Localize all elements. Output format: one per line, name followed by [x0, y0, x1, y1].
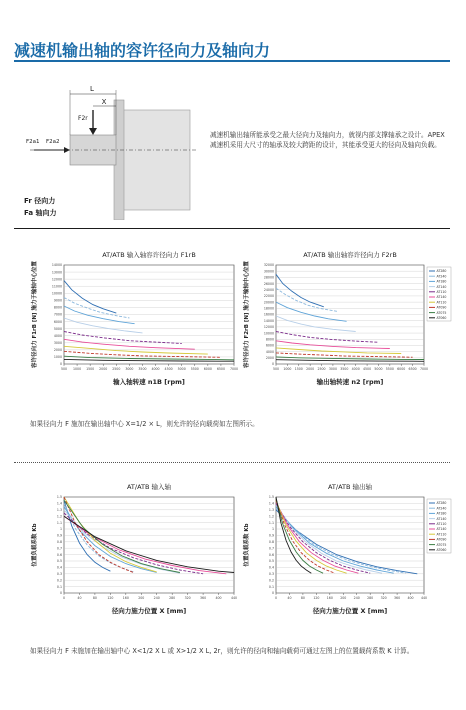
x-tick-label: 40: [77, 596, 82, 600]
label-F2a2: F2a2: [46, 139, 60, 145]
y-tick-label: 0.8: [268, 540, 274, 544]
legend-entry: AT140: [436, 284, 447, 289]
x-tick-label: 2500: [317, 367, 326, 371]
x-tick-label: 200: [138, 596, 145, 600]
y-tick-label: 28000: [263, 275, 274, 280]
x-tick-label: 1500: [294, 367, 303, 371]
y-tick-label: 32000: [263, 263, 274, 268]
x-tick-label: 360: [394, 596, 401, 600]
x-tick-label: 280: [169, 596, 176, 600]
y-tick-label: 1000: [53, 355, 62, 360]
chart-title: AT/ATB 输入轴容许径向力 F1rB: [102, 251, 196, 259]
x-tick-label: 6000: [397, 367, 406, 371]
y-tick-label: 0: [271, 591, 274, 596]
title-rule: [14, 60, 450, 62]
x-tick-label: 280: [367, 596, 374, 600]
y-tick-label: 1.1: [268, 520, 274, 525]
x-axis-label: 输入轴转速 n1B [rpm]: [113, 378, 185, 386]
x-tick-label: 2000: [306, 367, 315, 371]
legend-entry: AT060: [436, 548, 447, 552]
x-axis-label: 径向力施力位置 X [mm]: [312, 607, 388, 615]
x-tick-label: 1000: [283, 367, 292, 371]
x-tick-label: 120: [107, 596, 114, 600]
y-tick-label: 1: [59, 527, 62, 532]
y-tick-label: 1.4: [56, 501, 62, 506]
y-tick-label: 4000: [265, 349, 274, 354]
x-tick-label: 0: [274, 596, 278, 600]
x-tick-label: 320: [184, 596, 191, 600]
legend-entry: AT110: [436, 532, 447, 537]
y-tick-label: 12000: [51, 277, 62, 282]
x-tick-label: 7000: [229, 367, 239, 371]
y-tick-label: 14000: [263, 318, 274, 323]
x-tick-label: 240: [153, 596, 160, 600]
x-tick-label: 3500: [340, 367, 349, 371]
y-axis-label: 容许径向力 F1rB [N] 施力于输轴中心位置: [32, 261, 38, 368]
arrowhead-F2a: [64, 147, 70, 153]
x-tick-label: 80: [300, 596, 305, 600]
legend-axial-force: Fa 轴向力: [24, 209, 57, 217]
y-tick-label: 0.6: [268, 552, 274, 557]
x-tick-label: 40: [287, 596, 292, 600]
y-tick-label: 0.5: [268, 559, 274, 564]
legend-entry: AT075: [436, 310, 447, 315]
x-tick-label: 1000: [73, 367, 82, 371]
plot-area: [276, 497, 424, 593]
legend-entry: AT110: [436, 300, 447, 305]
x-tick-label: 360: [200, 596, 207, 600]
chart-input-load-factor: [28, 477, 242, 619]
legend-entry: AT060: [436, 316, 447, 320]
arrowhead-F2r: [89, 128, 97, 135]
y-tick-label: 0: [59, 362, 62, 367]
y-tick-label: 3000: [53, 340, 62, 345]
chart-title: AT/ATB 输出轴: [327, 483, 373, 491]
y-tick-label: 0.3: [268, 572, 274, 576]
y-tick-label: 24000: [263, 287, 274, 292]
x-tick-label: 6500: [216, 367, 225, 371]
y-tick-label: 0.8: [56, 540, 62, 544]
y-tick-label: 0.7: [56, 546, 62, 551]
x-tick-label: 400: [407, 596, 414, 600]
legend-entry: AT090: [436, 537, 447, 542]
x-tick-label: 200: [340, 596, 347, 600]
y-axis-label: 位置负载系数 Kb: [32, 523, 38, 567]
y-tick-label: 0.1: [56, 584, 62, 589]
y-tick-label: 1.2: [56, 514, 62, 519]
x-tick-label: 1500: [86, 367, 95, 371]
x-tick-label: 2500: [112, 367, 121, 371]
x-tick-label: 6000: [203, 367, 212, 371]
y-tick-label: 0.7: [268, 546, 274, 551]
y-tick-label: 0.3: [56, 572, 62, 576]
gearbox-body: [120, 110, 190, 210]
y-tick-label: 1.4: [268, 501, 274, 506]
x-tick-label: 2000: [99, 367, 108, 371]
x-tick-label: 5500: [190, 367, 199, 371]
y-tick-label: 7000: [53, 312, 62, 317]
y-tick-label: 0.4: [56, 565, 62, 570]
x-tick-label: 440: [420, 596, 428, 600]
y-tick-label: 22000: [263, 294, 274, 299]
y-tick-label: 0.2: [56, 578, 62, 583]
y-tick-label: 6000: [265, 343, 274, 348]
x-tick-label: 5500: [385, 367, 394, 371]
x-tick-label: 3000: [328, 367, 337, 371]
legend-entry: AT140: [436, 516, 447, 521]
chart-output-radial-force: [240, 245, 454, 390]
y-tick-label: 0.2: [268, 578, 274, 583]
y-tick-label: 0.1: [268, 584, 274, 589]
legend-entry: AT180: [436, 279, 447, 284]
legend-entry: AT090: [436, 305, 447, 310]
x-tick-label: 500: [60, 367, 68, 371]
legend-entry: AT140: [436, 527, 447, 532]
x-axis-label: 输出轴转速 n2 [rpm]: [316, 378, 384, 386]
y-tick-label: 9000: [53, 298, 62, 303]
x-tick-label: 5000: [374, 367, 383, 371]
x-tick-label: 500: [272, 367, 280, 371]
chart-title: AT/ATB 输入轴: [126, 483, 172, 491]
x-tick-label: 4000: [351, 367, 360, 371]
x-tick-label: 160: [326, 596, 333, 600]
x-tick-label: 5000: [177, 367, 186, 371]
y-tick-label: 1.5: [56, 495, 62, 500]
y-tick-label: 1.1: [56, 520, 62, 525]
legend-entry: AT140: [436, 295, 447, 300]
y-tick-label: 6000: [53, 319, 62, 324]
x-tick-label: 3500: [138, 367, 147, 371]
page-title: 减速机输出轴的容许径向力及轴向力: [14, 41, 271, 60]
legend-entry: AT280: [436, 501, 447, 506]
section-divider-2: [14, 462, 450, 463]
y-tick-label: 0.9: [268, 533, 274, 538]
x-tick-label: 80: [92, 596, 97, 600]
y-tick-label: 13000: [51, 270, 62, 275]
y-tick-label: 0: [271, 362, 274, 367]
y-tick-label: 0: [59, 591, 62, 596]
x-tick-label: 7000: [419, 367, 429, 371]
y-tick-label: 12000: [263, 325, 274, 330]
legend-entry: AT110: [436, 290, 447, 294]
y-tick-label: 1.3: [268, 508, 274, 512]
y-tick-label: 1.3: [56, 508, 62, 512]
x-tick-label: 400: [215, 596, 222, 600]
y-tick-label: 1: [271, 527, 274, 532]
x-axis-label: 径向力施力位置 X [mm]: [111, 607, 187, 615]
legend-entry: AT180: [436, 511, 447, 516]
x-tick-label: 6500: [408, 367, 417, 371]
y-tick-label: 2000: [265, 356, 274, 361]
y-tick-label: 14000: [51, 263, 62, 268]
chart-output-load-factor: [240, 477, 454, 619]
label-F2r: F2r: [78, 115, 88, 122]
y-tick-label: 8000: [53, 305, 62, 310]
y-axis-label: 位置负载系数 Kb: [244, 523, 250, 567]
note-center-load: 如果径向力 F 施加在输出轴中心 X=1/2 × L，则允许的径向载荷如左图所示。: [30, 420, 259, 428]
y-axis-label: 容许径向力 F2rB [N] 施力于输轴中心位置: [244, 261, 250, 368]
legend-entry: AT280: [436, 269, 447, 274]
chart-title: AT/ATB 输出轴容许径向力 F2rB: [303, 251, 397, 259]
y-tick-label: 20000: [263, 300, 274, 305]
y-tick-label: 26000: [263, 281, 274, 286]
description-text: 减速机输出轴所能承受之最大径向力及轴向力，就视内部支撑轴承之设计。APEX 减速机采用大尺寸的轴承及较大跨距的设计，其能承受更大的径向及轴向负载。: [210, 131, 445, 149]
x-tick-label: 4500: [363, 367, 372, 371]
x-tick-label: 440: [230, 596, 238, 600]
y-tick-label: 5000: [53, 326, 62, 331]
x-tick-label: 4500: [164, 367, 173, 371]
y-tick-label: 10000: [263, 331, 274, 336]
legend-entry: AT110: [436, 522, 447, 526]
y-tick-label: 8000: [265, 337, 274, 342]
x-tick-label: 120: [313, 596, 320, 600]
note-offset-load: 如果径向力 F 未施加在输出轴中心 X<1/2 X L 或 X>1/2 X L, 2r，则允许的径向和轴向载荷可通过左图上的位置载荷系数 K 计算。: [30, 647, 414, 655]
y-tick-label: 4000: [53, 333, 62, 338]
y-tick-label: 16000: [263, 312, 274, 317]
y-tick-label: 2000: [53, 348, 62, 353]
legend-entry: AT240: [436, 506, 447, 511]
y-tick-label: 18000: [263, 306, 274, 311]
y-tick-label: 1.2: [268, 514, 274, 519]
legend-entry: AT240: [436, 274, 447, 279]
y-tick-label: 0.9: [56, 533, 62, 538]
x-tick-label: 160: [122, 596, 129, 600]
y-tick-label: 30000: [263, 269, 274, 274]
x-tick-label: 0: [62, 596, 66, 600]
legend-entry: AT075: [436, 542, 447, 547]
label-L: L: [90, 85, 94, 93]
legend-radial-force: Fr 径向力: [24, 197, 56, 205]
y-tick-label: 0.5: [56, 559, 62, 564]
chart-input-radial-force: [28, 245, 242, 390]
x-tick-label: 320: [380, 596, 387, 600]
label-X: X: [101, 98, 107, 106]
y-tick-label: 1.5: [268, 495, 274, 500]
y-tick-label: 0.4: [268, 565, 274, 570]
label-F2a1: F2a1: [26, 139, 40, 145]
y-tick-label: 11000: [51, 284, 62, 289]
y-tick-label: 0.6: [56, 552, 62, 557]
y-tick-label: 10000: [51, 291, 62, 296]
x-tick-label: 240: [353, 596, 360, 600]
x-tick-label: 4000: [151, 367, 160, 371]
x-tick-label: 3000: [125, 367, 134, 371]
section-divider-1: [14, 228, 450, 229]
